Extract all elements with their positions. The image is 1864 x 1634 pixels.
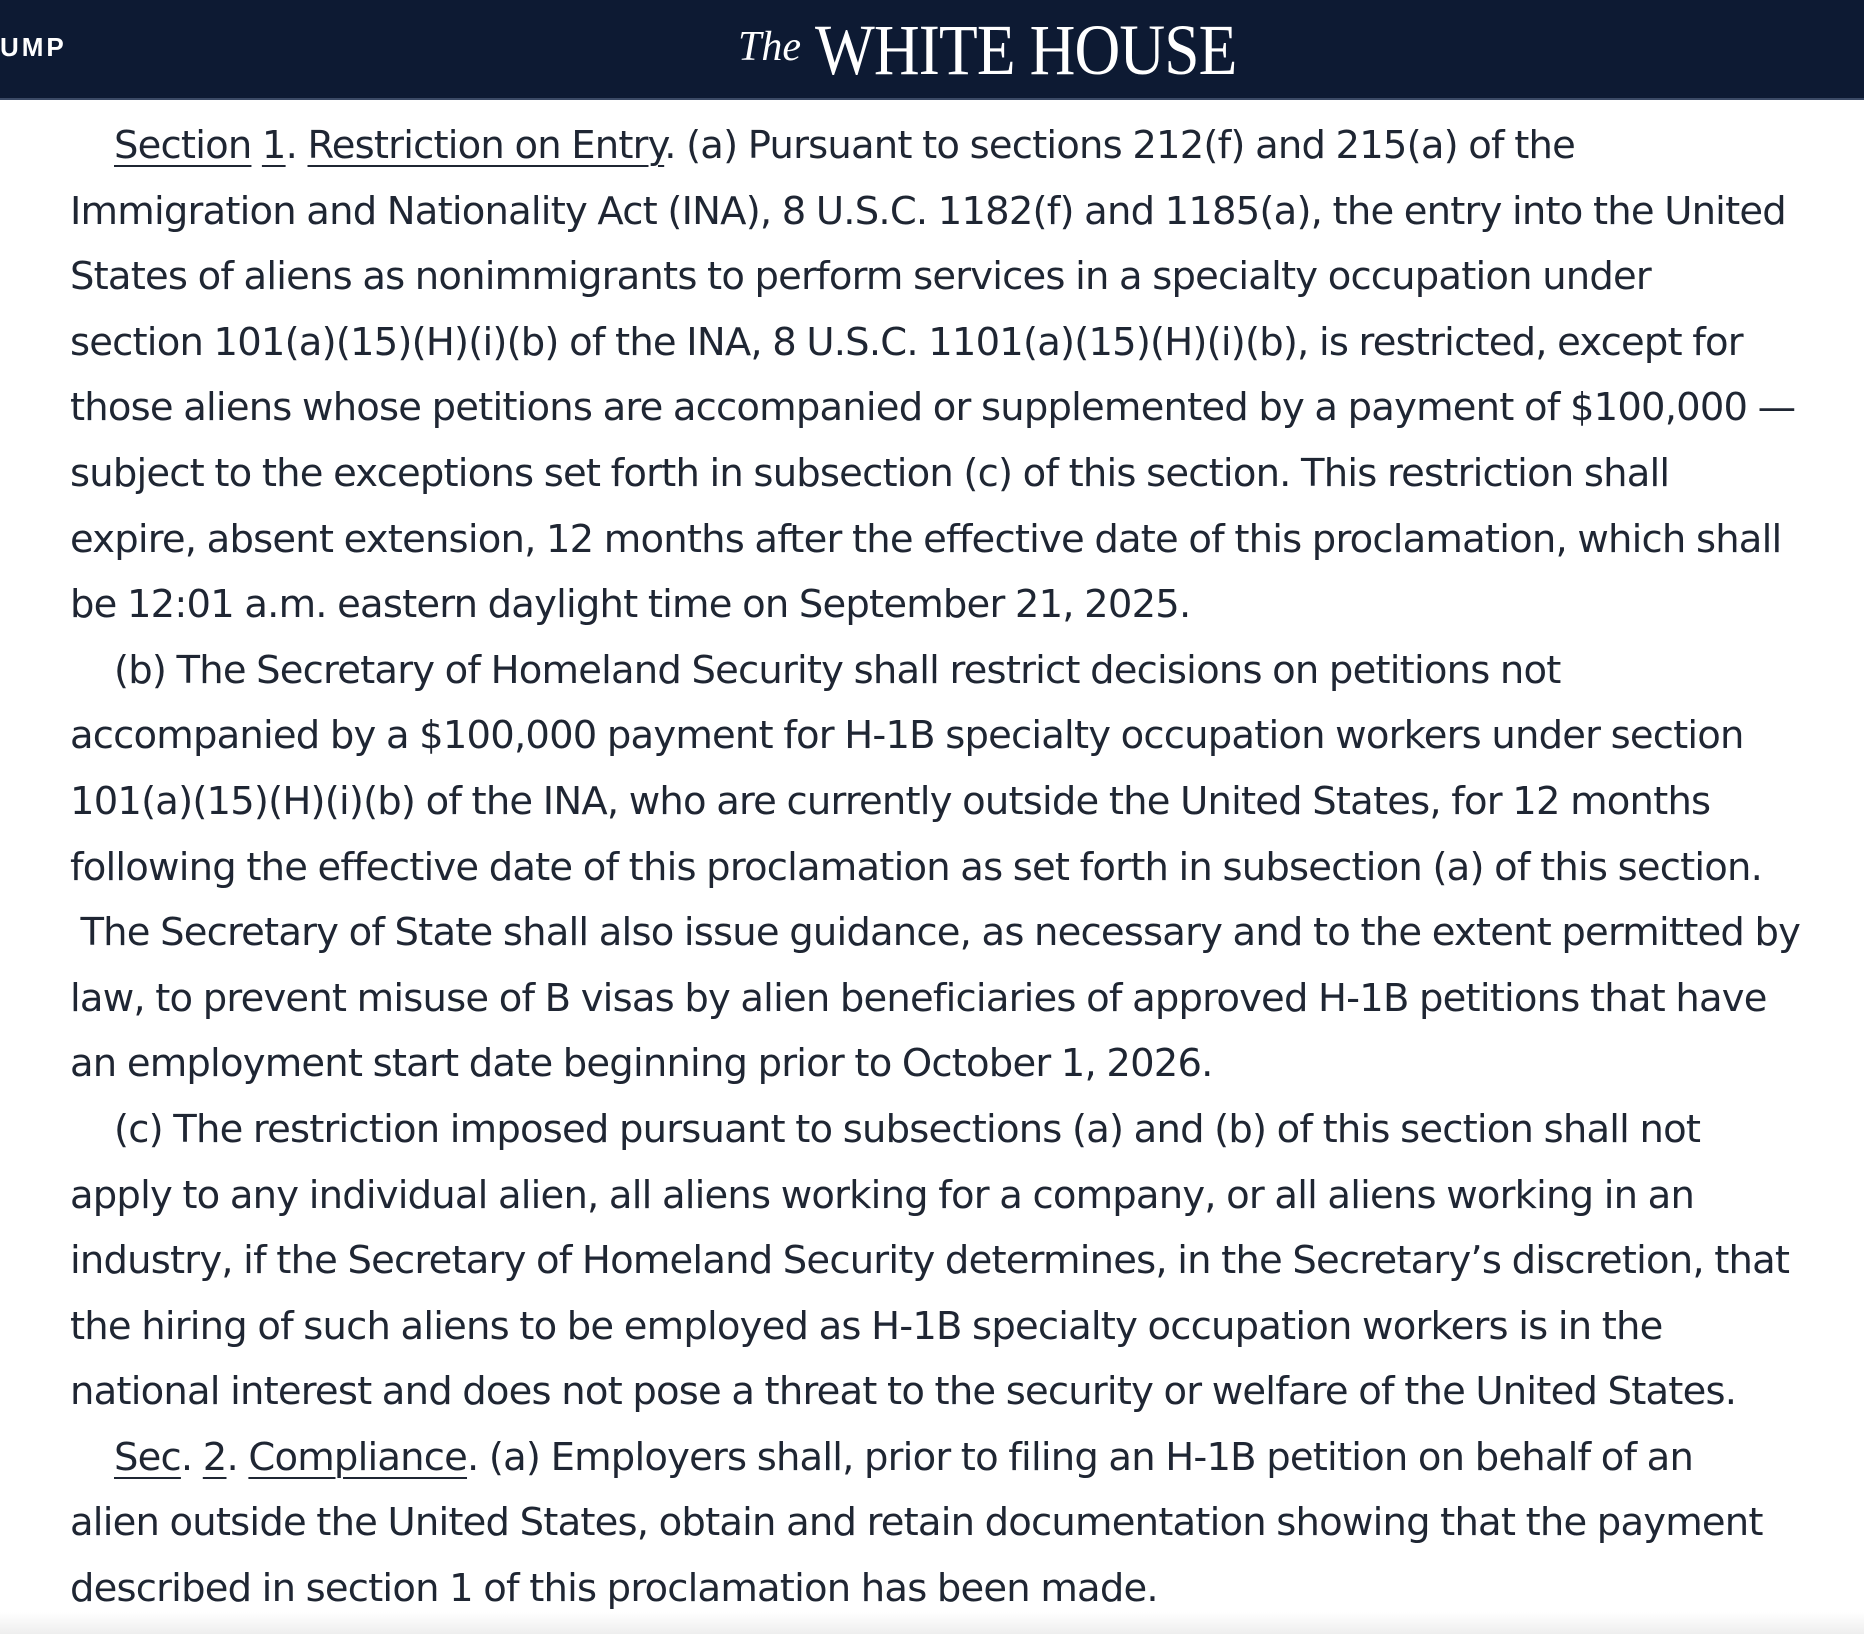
section-1-number: 1 bbox=[261, 123, 286, 168]
paragraph-line: section 101(a)(15)(H)(i)(b) of the INA, 8 U.S.C. 1101(a)(15)(H)(i)(b), is restricted, except for bbox=[70, 319, 1743, 365]
paragraph-line: expire, absent extension, 12 months after the effective date of this proclamation, which shall bbox=[70, 516, 1782, 562]
paragraph-line: following the effective date of this proclamation as set forth in subsection (a) of this section. bbox=[70, 844, 1763, 890]
paragraph-line: law, to prevent misuse of B visas by alien beneficiaries of approved H-1B petitions that have bbox=[70, 975, 1767, 1021]
paragraph-line: States of aliens as nonimmigrants to perform services in a specialty occupation under bbox=[70, 254, 1651, 300]
paragraph-line: an employment start date beginning prior to October 1, 2026. bbox=[70, 1041, 1213, 1087]
white-house-logo[interactable] bbox=[738, 8, 1294, 92]
paragraph-line: The Secretary of State shall also issue guidance, as necessary and to the extent permitted by bbox=[70, 910, 1801, 956]
paragraph-line: those aliens whose petitions are accompanied or supplemented by a payment of $100,000 — bbox=[70, 385, 1796, 431]
logo-main-text: WHITE HOUSE bbox=[815, 10, 1237, 90]
logo-the-text: The bbox=[738, 24, 801, 70]
section-1-label: Section bbox=[114, 123, 252, 168]
paragraph-line: industry, if the Secretary of Homeland Security determines, in the Secretary’s discretion, that bbox=[70, 1238, 1790, 1284]
paragraph-line: accompanied by a $100,000 payment for H-1B specialty occupation workers under section bbox=[70, 713, 1744, 759]
section-1-heading-line: Section 1. Restriction on Entry. (a) Pursuant to sections 212(f) and 215(a) of the bbox=[114, 123, 1576, 168]
section-2-number: 2 bbox=[202, 1434, 227, 1480]
page-bottom-edge bbox=[0, 1612, 1864, 1634]
section-2-label: Sec bbox=[114, 1434, 181, 1480]
paragraph-b-line: (b) The Secretary of Homeland Security shall restrict decisions on petitions not bbox=[114, 647, 1561, 693]
paragraph-line: subject to the exceptions set forth in subsection (c) of this section. This restriction shall bbox=[70, 450, 1670, 496]
paragraph-line: apply to any individual alien, all aliens working for a company, or all aliens working in an bbox=[70, 1172, 1695, 1218]
paragraph-line: described in section 1 of this proclamation has been made. bbox=[70, 1566, 1158, 1612]
paragraph-line: national interest and does not pose a threat to the security or welfare of the United States. bbox=[70, 1369, 1737, 1415]
section-2-heading-line: Sec. 2. Compliance. (a) Employers shall, prior to filing an H-1B petition on behalf of an bbox=[114, 1434, 1694, 1480]
header-brand-link[interactable]: UMP bbox=[0, 32, 67, 62]
paragraph-line: Immigration and Nationality Act (INA), 8 U.S.C. 1182(f) and 1185(a), the entry into the United bbox=[70, 188, 1786, 234]
paragraph-line: alien outside the United States, obtain and retain documentation showing that the payment bbox=[70, 1500, 1763, 1546]
paragraph-c-line: (c) The restriction imposed pursuant to subsections (a) and (b) of this section shall not bbox=[114, 1106, 1701, 1152]
section-2-title: Compliance bbox=[248, 1434, 468, 1480]
section-1-title: Restriction on Entry bbox=[307, 123, 665, 168]
site-header bbox=[0, 0, 1864, 100]
paragraph-line: the hiring of such aliens to be employed as H-1B specialty occupation workers is in the bbox=[70, 1303, 1663, 1349]
paragraph-line: be 12:01 a.m. eastern daylight time on September 21, 2025. bbox=[70, 582, 1191, 628]
section-2-text: (a) Employers shall, prior to filing an H-1B petition on behalf of an bbox=[488, 1434, 1694, 1480]
proclamation-body bbox=[70, 113, 1850, 1622]
section-1-text: (a) Pursuant to sections 212(f) and 215(a) of the bbox=[686, 123, 1576, 168]
paragraph-line: 101(a)(15)(H)(i)(b) of the INA, who are currently outside the United States, for 12 months bbox=[70, 778, 1711, 824]
